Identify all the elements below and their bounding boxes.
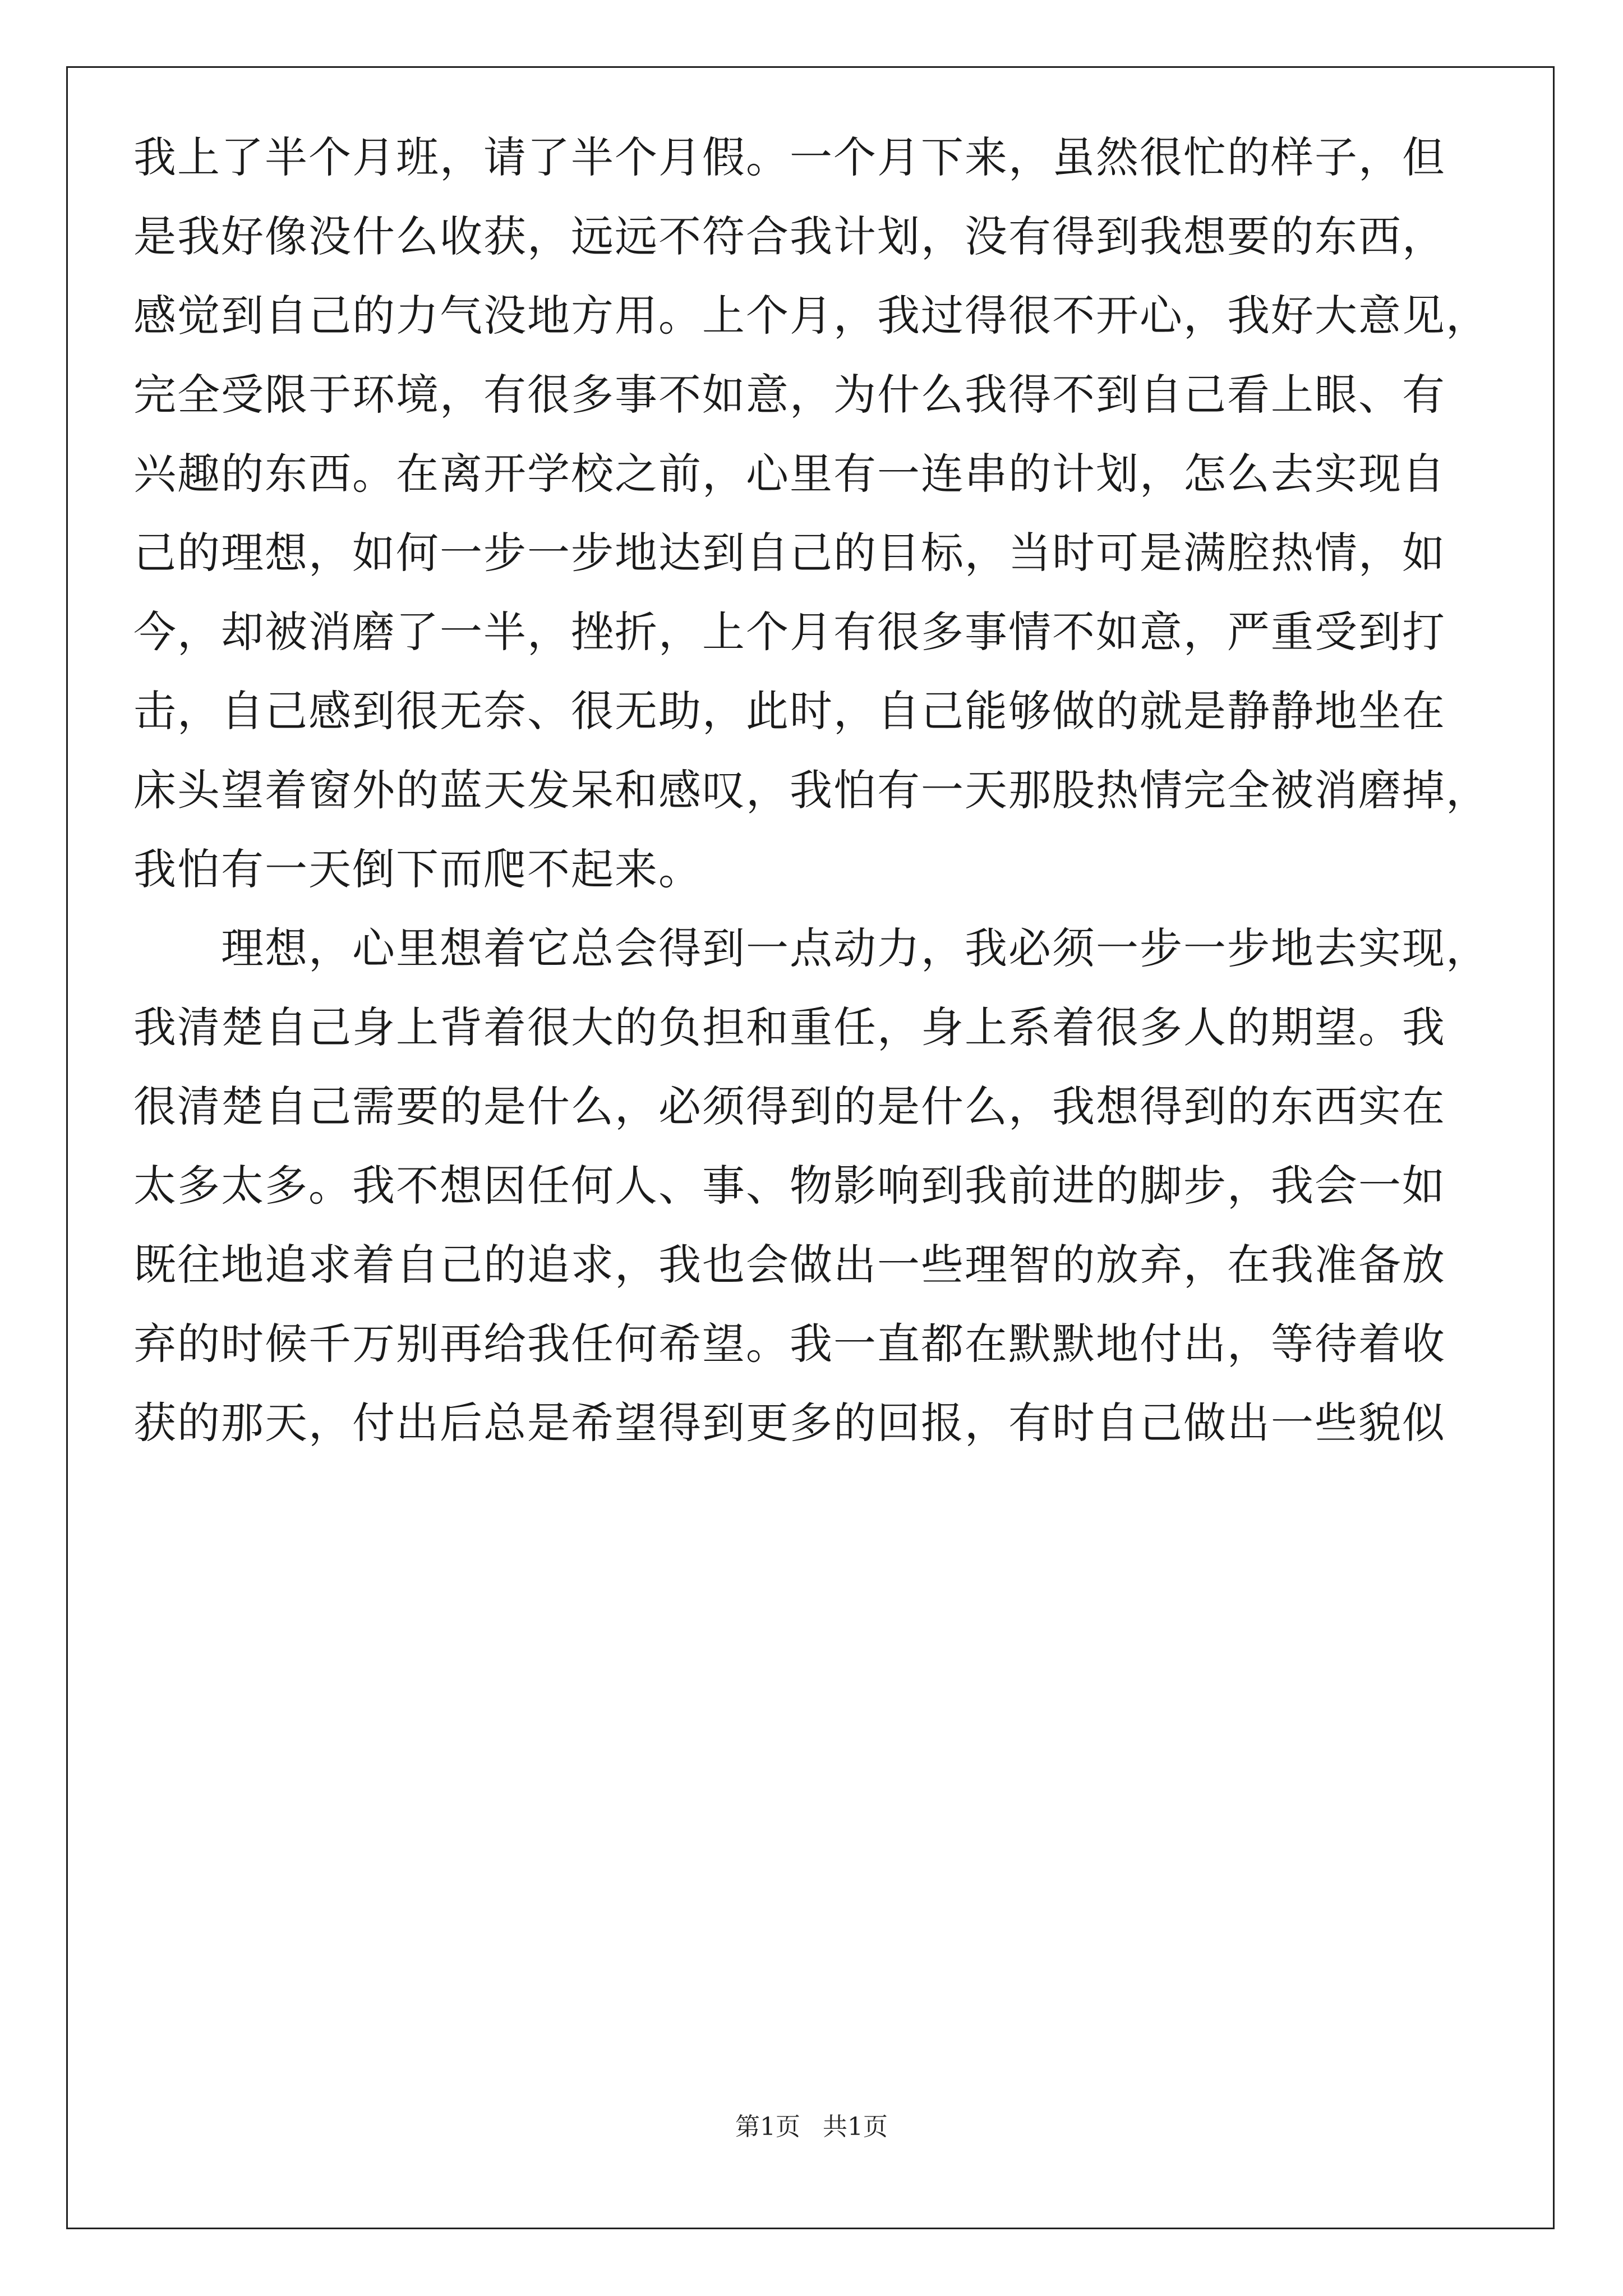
page-number: 第1页: [735, 2113, 800, 2141]
document-body: [133, 118, 1491, 1462]
text-line: 床头望着窗外的蓝天发呆和感叹，我怕有一天那股热情完全被消磨掉，: [133, 765, 1490, 815]
text-line: 完全受限于环境，有很多事不如意，为什么我得不到自己看上眼、有: [133, 370, 1446, 420]
text-line: 击，自己感到很无奈、很无助，此时，自己能够做的就是静静地坐在: [133, 686, 1446, 736]
text-line: 今，却被消磨了一半，挫折，上个月有很多事情不如意，严重受到打: [133, 607, 1446, 657]
page-footer: [0, 2110, 1623, 2144]
text-line: 很清楚自己需要的是什么，必须得到的是什么，我想得到的东西实在: [133, 1082, 1446, 1131]
text-line: 理想，心里想着它总会得到一点动力，我必须一步一步地去实现，: [133, 923, 1490, 973]
text-line: 既往地追求着自己的追求，我也会做出一些理智的放弃，在我准备放: [133, 1240, 1446, 1290]
text-line: 我怕有一天倒下而爬不起来。: [133, 844, 702, 894]
text-line: 己的理想，如何一步一步地达到自己的目标，当时可是满腔热情，如: [133, 528, 1446, 578]
text-line: 是我好像没什么收获，远远不符合我计划，没有得到我想要的东西，: [133, 211, 1446, 261]
page-total: 共1页: [823, 2113, 888, 2141]
text-line: 我上了半个月班，请了半个月假。一个月下来，虽然很忙的样子，但: [133, 132, 1446, 182]
text-line: 太多太多。我不想因任何人、事、物影响到我前进的脚步，我会一如: [133, 1161, 1446, 1211]
text-line: 弃的时候千万别再给我任何希望。我一直都在默默地付出，等待着收: [133, 1319, 1446, 1369]
text-line: 兴趣的东西。在离开学校之前，心里有一连串的计划，怎么去实现自: [133, 449, 1446, 499]
text-line: 我清楚自己身上背着很大的负担和重任，身上系着很多人的期望。我: [133, 1002, 1446, 1052]
text-line: 感觉到自己的力气没地方用。上个月，我过得很不开心，我好大意见，: [133, 291, 1490, 341]
text-line: 获的那天，付出后总是希望得到更多的回报，有时自己做出一些貌似: [133, 1398, 1446, 1448]
